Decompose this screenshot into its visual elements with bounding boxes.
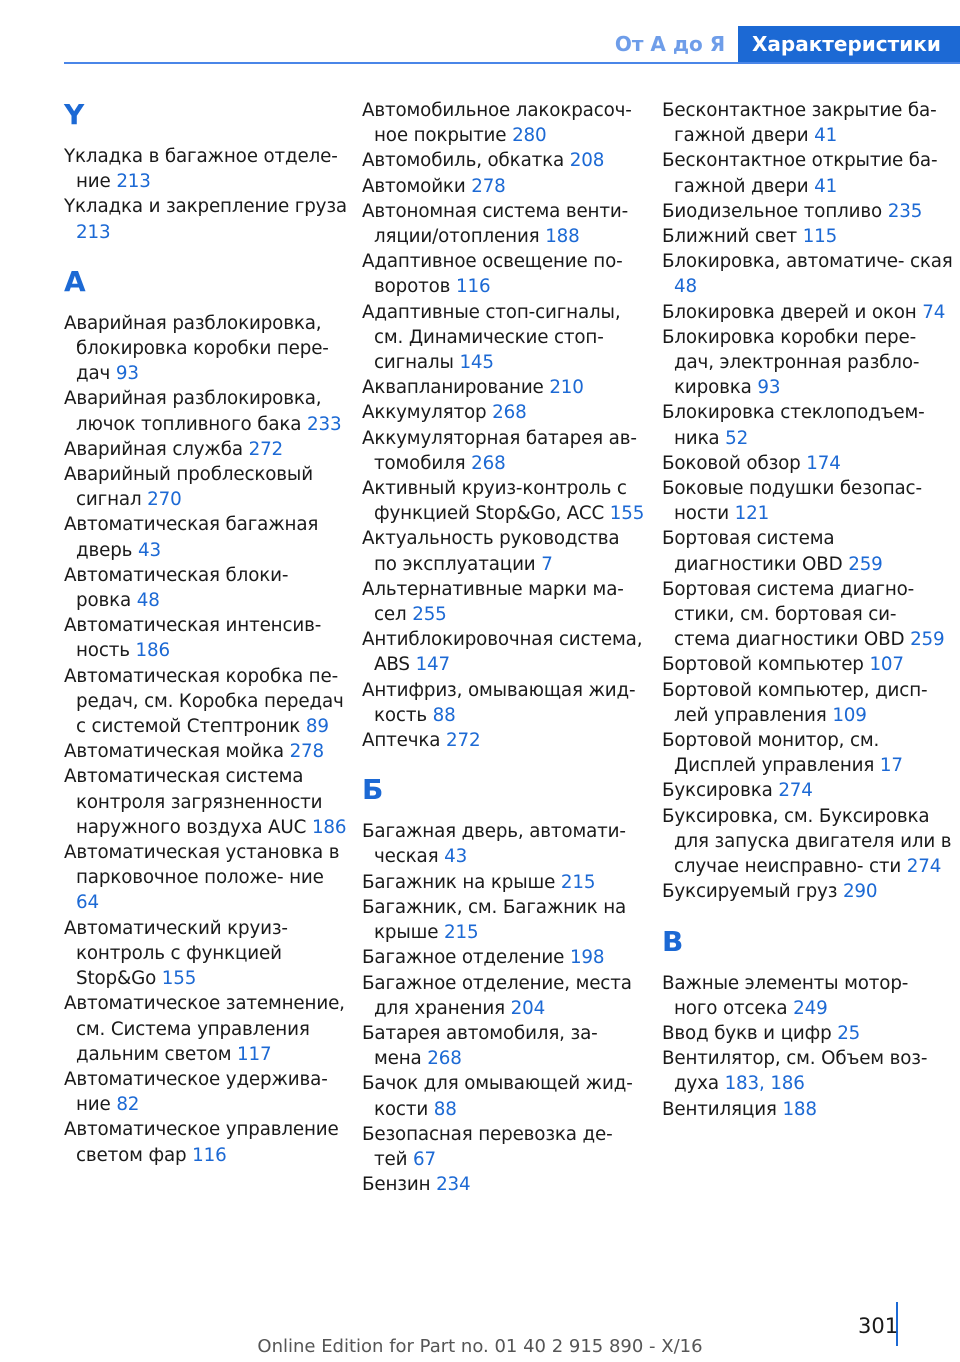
- index-entry: [64, 462, 348, 512]
- entry-term: Автоматическая интенсив‐ ность: [64, 615, 322, 662]
- entry-page-link[interactable]: 233: [307, 413, 342, 435]
- entry-term: Автоматическое управление светом фар: [64, 1119, 339, 1166]
- index-entry: [362, 174, 646, 199]
- entry-term: Аквапланирование: [362, 377, 544, 399]
- index-entry: [662, 879, 954, 904]
- entry-page-link[interactable]: 255: [412, 604, 447, 626]
- entry-page-link[interactable]: 43: [444, 846, 468, 868]
- entry-term: Антиблокировочная система, ABS: [362, 629, 643, 676]
- entry-page-link[interactable]: 48: [674, 276, 697, 298]
- entry-term: Автоматическая коробка пе‐ редач, см. Коробка передач с системой Стептроник: [64, 665, 344, 738]
- entry-term: Ближний свет: [662, 226, 798, 248]
- index-entry: [662, 199, 954, 224]
- entry-page-link[interactable]: 93: [115, 363, 139, 385]
- entry-page-link[interactable]: 198: [569, 947, 605, 969]
- entry-page-link[interactable]: 215: [560, 871, 596, 893]
- entry-term: Багажное отделение: [362, 947, 565, 969]
- entry-page-link[interactable]: 274: [906, 856, 942, 878]
- entry-term: Аварийный проблесковый сигнал: [64, 464, 313, 511]
- index-column-2: [362, 98, 646, 1197]
- entry-term: Адаптивные стоп-сигналы, см. Динамические стоп- сигналы: [362, 301, 621, 374]
- entry-term: Важные элементы мотор‐ ного отсека: [662, 972, 909, 1019]
- entry-page-link[interactable]: 121: [734, 503, 770, 525]
- entry-term: Автомойки: [362, 175, 466, 197]
- entry-term: Автоматическая багажная дверь: [64, 514, 319, 561]
- entry-page-link[interactable]: 268: [492, 402, 527, 424]
- entry-page-link[interactable]: 186: [135, 640, 170, 662]
- index-entry: [64, 512, 348, 562]
- entry-page-link[interactable]: 188: [782, 1098, 817, 1120]
- entry-term: Бортовая система диагно‐ стики, см. бортовая си‐ стема диагностики OBD: [662, 578, 915, 651]
- entry-page-link[interactable]: 88: [433, 1098, 457, 1120]
- entry-page-link[interactable]: 82: [116, 1094, 140, 1116]
- entry-page-link[interactable]: 43: [137, 539, 161, 561]
- entry-page-link[interactable]: 67: [413, 1148, 436, 1170]
- index-entry: [662, 1021, 954, 1046]
- entry-page-link[interactable]: 204: [510, 997, 546, 1019]
- index-entry: [64, 194, 348, 244]
- entry-page-link[interactable]: 117: [237, 1043, 272, 1065]
- entry-page-link[interactable]: 116: [192, 1144, 227, 1166]
- entry-term: Бесконтактное закрытие ба‐ гажной двери: [662, 100, 937, 147]
- entry-term: Багажник на крыше: [362, 871, 556, 893]
- entry-page-link[interactable]: 25: [837, 1022, 861, 1044]
- entry-page-link[interactable]: 115: [802, 226, 838, 248]
- entry-term: Буксировка, см. Буксировка для запуска двигателя или в случае неисправно‐ сти: [662, 805, 952, 878]
- entry-page-link[interactable]: 89: [305, 716, 329, 738]
- entry-term: Аптечка: [362, 730, 441, 752]
- index-entry: [362, 148, 646, 173]
- entry-page-link[interactable]: 259: [848, 553, 883, 575]
- entry-page-link[interactable]: 268: [427, 1048, 462, 1070]
- index-entry: [662, 728, 954, 778]
- entry-page-link[interactable]: 280: [512, 125, 547, 147]
- index-entry: [662, 325, 954, 401]
- index-entry: [362, 577, 646, 627]
- entry-term: Автоматическая мойка: [64, 741, 284, 763]
- chapter-tab[interactable]: Характеристики: [738, 26, 960, 62]
- entry-page-link[interactable]: 274: [778, 780, 813, 802]
- entry-page-link[interactable]: 147: [415, 654, 451, 676]
- index-entry: [64, 144, 348, 194]
- entry-page-link[interactable]: 48: [136, 590, 160, 612]
- index-entry: [64, 437, 348, 462]
- index-entry: [362, 1172, 646, 1197]
- entry-page-link[interactable]: 278: [471, 175, 506, 197]
- index-entry: [64, 1067, 348, 1117]
- index-entry: [662, 971, 954, 1021]
- entry-term: Yкладка в багажное отделе‐ ние: [64, 146, 338, 193]
- index-entry: [362, 300, 646, 376]
- index-entry: [662, 652, 954, 677]
- entry-page-link[interactable]: 268: [471, 452, 506, 474]
- entry-term: Багажник, см. Багажник на крыше: [362, 896, 627, 944]
- index-entry: [662, 249, 954, 299]
- index-entry: [362, 426, 646, 476]
- index-entry: [362, 895, 646, 945]
- index-entry: [362, 971, 646, 1021]
- entry-term: Безопасная перевозка де‐ тей: [362, 1123, 613, 1170]
- index-entry: [64, 664, 348, 740]
- entry-term: Аккумулятор: [362, 402, 487, 424]
- index-entry: [662, 778, 954, 803]
- entry-page-link[interactable]: 188: [545, 226, 580, 248]
- entry-term: Автоматическое затемнение, см. Система управления дальним светом: [64, 993, 345, 1065]
- entry-page-link[interactable]: 145: [459, 352, 494, 374]
- entry-term: Yкладка и закрепление груза: [64, 196, 347, 218]
- entry-page-link[interactable]: 234: [436, 1174, 471, 1196]
- entry-term: Аварийная служба: [64, 438, 243, 460]
- index-entry: [362, 98, 646, 148]
- index-column-1: [64, 98, 348, 1168]
- index-entry: [64, 739, 348, 764]
- section-letter: А: [64, 264, 86, 298]
- entry-term: Багажная дверь, автомати‐ ческая: [362, 821, 626, 868]
- index-entry: [662, 1097, 954, 1122]
- index-entry: [662, 98, 954, 148]
- entry-term: Блокировка, автоматиче‐ ская: [662, 251, 953, 273]
- index-entry: [362, 819, 646, 869]
- entry-term: Активный круиз-контроль с функцией Stop&Go, ACC: [362, 478, 627, 525]
- index-entry: [362, 728, 646, 753]
- index-column-3: [662, 98, 954, 1122]
- entry-term: Адаптивное освещение по‐ воротов: [362, 251, 623, 298]
- entry-term: Аварийная разблокировка, лючок топливного бака: [64, 388, 322, 435]
- entry-page-link[interactable]: 155: [161, 968, 197, 990]
- index-entry: [662, 577, 954, 653]
- entry-page-link[interactable]: 290: [842, 881, 878, 903]
- entry-term: Альтернативные марки ма‐ сел: [362, 578, 624, 626]
- entry-page-link[interactable]: 249: [793, 997, 828, 1019]
- index-entry: [64, 840, 348, 916]
- entry-page-link[interactable]: 259: [910, 629, 945, 651]
- index-entry: [64, 311, 348, 387]
- index-entry: [64, 386, 348, 436]
- entry-term: Автоматическое удержива‐ ние: [64, 1068, 328, 1116]
- index-entry: [662, 1046, 954, 1096]
- entry-page-link[interactable]: 52: [725, 427, 749, 449]
- index-entry: [662, 678, 954, 728]
- entry-page-link[interactable]: 155: [609, 503, 645, 525]
- entry-term: Боковой обзор: [662, 452, 801, 474]
- section-tab[interactable]: От А до Я: [614, 32, 726, 56]
- index-entry: [64, 1117, 348, 1167]
- index-entry: [362, 375, 646, 400]
- entry-term: Автоматическая блоки‐ ровка: [64, 564, 289, 612]
- entry-page-link[interactable]: 74: [922, 301, 946, 323]
- entry-page-link[interactable]: 17: [879, 755, 903, 777]
- entry-page-link[interactable]: 183, 186: [724, 1073, 805, 1095]
- entry-term: Бортовая система диагностики OBD: [662, 528, 843, 575]
- index-entry: [662, 526, 954, 576]
- index-entry: [362, 627, 646, 677]
- index-entry: [662, 804, 954, 880]
- entry-page-link[interactable]: 93: [757, 377, 781, 399]
- entry-term: Батарея автомобиля, за‐ мена: [362, 1022, 598, 1070]
- entry-term: Автомобильное лакокрасоч‐ ное покрытие: [362, 100, 632, 147]
- entry-page-link[interactable]: 41: [814, 175, 838, 197]
- entry-term: Вентилятор, см. Объем воз‐ духа: [662, 1048, 928, 1095]
- entry-page-link[interactable]: 116: [455, 276, 491, 298]
- index-entry: [362, 476, 646, 526]
- entry-page-link[interactable]: 88: [432, 704, 456, 726]
- entry-term: Бортовой монитор, см. Дисплей управления: [662, 730, 880, 777]
- entry-term: Блокировка дверей и окон: [662, 301, 917, 323]
- index-entry: [662, 224, 954, 249]
- section-letter: Б: [362, 773, 384, 807]
- entry-page-link[interactable]: 215: [443, 922, 479, 944]
- entry-page-link[interactable]: 278: [289, 741, 325, 763]
- index-entry: [362, 945, 646, 970]
- index-entry: [64, 916, 348, 992]
- index-entry: [662, 300, 954, 325]
- entry-term: Биодизельное топливо: [662, 200, 883, 222]
- entry-term: Бесконтактное открытие ба‐ гажной двери: [662, 150, 938, 197]
- index-entry: [362, 678, 646, 728]
- entry-page-link[interactable]: 174: [806, 452, 841, 474]
- entry-term: Буксируемый груз: [662, 881, 838, 903]
- entry-page-link[interactable]: 235: [887, 200, 923, 222]
- entry-term: Автоматическая установка в парковочное положе‐ ние: [64, 842, 340, 889]
- index-entry: [362, 526, 646, 576]
- index-entry: [662, 400, 954, 450]
- entry-term: Блокировка коробки пере‐ дач, электронная разбло‐ кировка: [662, 326, 920, 399]
- entry-term: Антифриз, омывающая жид‐ кость: [362, 679, 636, 726]
- entry-term: Аварийная разблокировка, блокировка коробки пере‐ дач: [64, 312, 329, 385]
- entry-page-link[interactable]: 210: [549, 377, 584, 399]
- page-number: 301: [858, 1314, 899, 1338]
- entry-term: Автономная система венти‐ ляции/отопления: [362, 200, 629, 248]
- entry-term: Бензин: [362, 1174, 431, 1196]
- entry-term: Блокировка стеклоподъем‐ ника: [662, 402, 925, 449]
- index-entry: [362, 1122, 646, 1172]
- entry-page-link[interactable]: 272: [446, 730, 481, 752]
- entry-term: Актуальность руководства по эксплуатации: [362, 528, 620, 575]
- index-entry: [662, 148, 954, 198]
- entry-term: Ввод букв и цифр: [662, 1022, 832, 1044]
- entry-term: Аккумуляторная батарея ав‐ томобиля: [362, 427, 637, 474]
- index-entry: [362, 249, 646, 299]
- entry-page-link[interactable]: 213: [116, 171, 151, 193]
- entry-page-link[interactable]: 107: [869, 654, 904, 676]
- entry-page-link[interactable]: 270: [147, 489, 182, 511]
- entry-term: Автоматическая система контроля загрязненности наружного воздуха AUC: [64, 766, 323, 838]
- index-entry: [64, 563, 348, 613]
- entry-page-link[interactable]: 213: [76, 221, 111, 243]
- index-entry: [362, 870, 646, 895]
- index-entry: [64, 991, 348, 1067]
- index-entry: [64, 764, 348, 840]
- entry-term: Бортовой компьютер, дисп‐ лей управления: [662, 679, 928, 726]
- index-entry: [362, 1021, 646, 1071]
- entry-page-link[interactable]: 109: [832, 704, 867, 726]
- entry-term: Боковые подушки безопас‐ ности: [662, 478, 922, 525]
- entry-page-link[interactable]: 7: [541, 553, 553, 575]
- index-entry: [362, 199, 646, 249]
- section-letter: В: [662, 924, 684, 958]
- entry-page-link[interactable]: 186: [311, 816, 347, 838]
- entry-term: Буксировка: [662, 780, 773, 802]
- section-letter: Y: [64, 98, 85, 131]
- index-entry: [662, 476, 954, 526]
- index-entry: [362, 1071, 646, 1121]
- entry-term: Бачок для омывающей жид‐ кости: [362, 1073, 633, 1120]
- header-rule: [64, 62, 960, 64]
- index-entry: [662, 451, 954, 476]
- index-entry: [362, 400, 646, 425]
- entry-term: Автомобиль, обкатка: [362, 150, 565, 172]
- entry-term: Бортовой компьютер: [662, 654, 864, 676]
- entry-page-link[interactable]: 41: [814, 125, 838, 147]
- entry-page-link[interactable]: 272: [248, 438, 284, 460]
- entry-term: Автоматический круиз- контроль с функцией Stop&Go: [64, 917, 288, 990]
- footer-edition: Online Edition for Part no. 01 40 2 915 890 - X/16: [257, 1336, 703, 1357]
- entry-term: Багажное отделение, места для хранения: [362, 972, 632, 1019]
- entry-term: Вентиляция: [662, 1098, 777, 1120]
- index-entry: [64, 613, 348, 663]
- entry-page-link[interactable]: 208: [569, 150, 605, 172]
- entry-page-link[interactable]: 64: [76, 892, 99, 914]
